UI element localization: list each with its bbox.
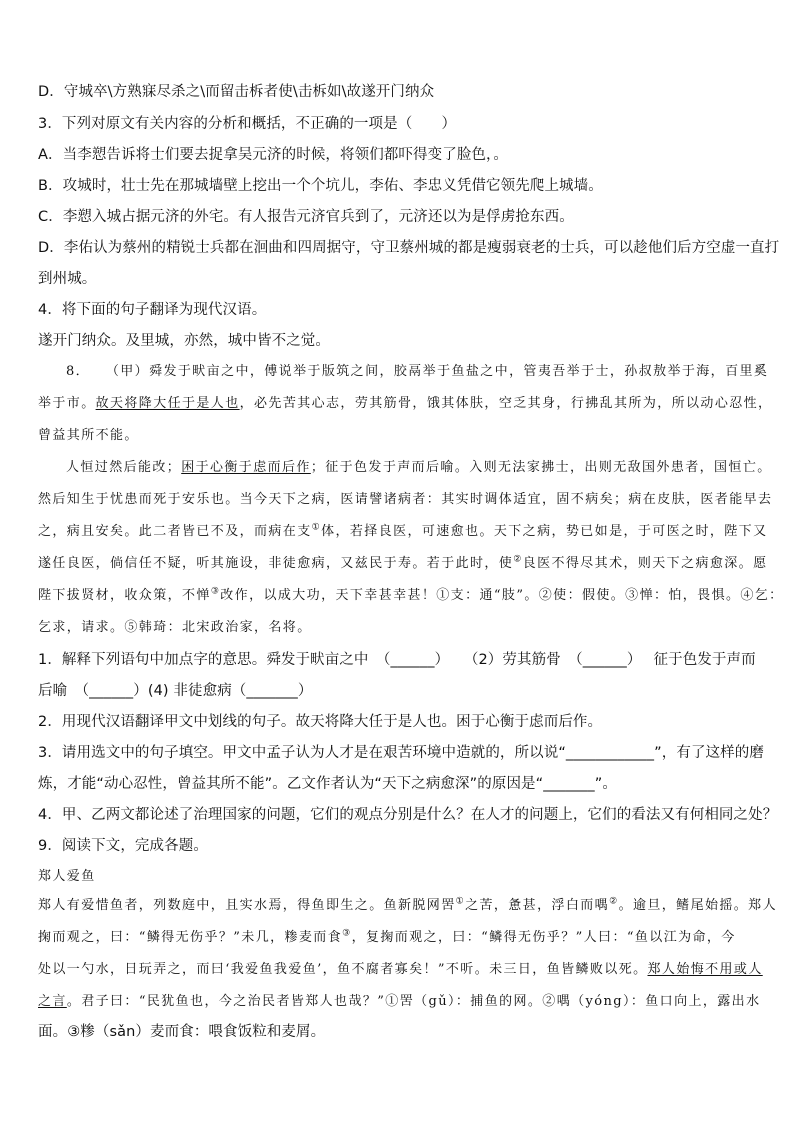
passage-8-yi-line4: [38, 554, 768, 574]
passage-8-yi-line3: [38, 522, 768, 542]
passage-9-line2: [38, 928, 764, 948]
question-3-option-d-line1: D．李佑认为蔡州的精锐士兵都在洄曲和四周据守，守卫蔡州城的都是瘦弱衰老的士兵，可以趁他们后方空虚一直打: [38, 240, 780, 256]
text-run: 陛下拔贤材，收众策，不惮: [38, 588, 211, 603]
question-3-option-c: C．李愬入城占据元济的外宅。有人报告元济官兵到了，元济还以为是俘虏抢东西。: [38, 209, 574, 225]
underlined-sentence: 困于心衡于虑而后作: [181, 460, 311, 475]
footnote-marker: ①: [455, 896, 466, 907]
passage-9-title: 郑人爱鱼: [38, 869, 96, 884]
text-run: 良医不得尽其术，则天下之病愈深。愿: [522, 556, 768, 571]
text-run: 处以一勺水，日玩弄之，而曰‘我爱鱼我爱鱼’，鱼不腐者寡矣！”不听。未三日，鱼皆鳞败以死。: [38, 962, 648, 977]
question-9-stem: 9．阅读下文，完成各题。: [38, 838, 208, 854]
q8-question-1-line2: 后喻 （______）(4) 非徒愈病（_______）: [38, 683, 313, 699]
q8-question-3-line2: 炼，才能“动心忍性，曾益其所不能”。乙文作者认为“天下之病愈深”的原因是“_______”。: [38, 776, 617, 792]
footnote-marker: ③: [210, 586, 221, 597]
passage-9-line4: [38, 992, 764, 1012]
text-run: 体，若择良医，可速愈也。天下之病，势已如是，于可医之时，陛下又: [321, 524, 768, 539]
passage-9-line1: [38, 896, 777, 916]
q8-question-4: 4．甲、乙两文都论述了治理国家的问题，它们的观点分别是什么？在人才的问题上，它们的看法又有何相同之处？: [38, 807, 778, 823]
underlined-sentence: 故天将降大任于是人也: [95, 396, 240, 411]
text-run: ，必先苦其心志，劳其筋骨，饿其体肤，空乏其身，行拂乱其所为，所以动心忍性，: [239, 396, 773, 411]
prev-question-option-d: D．守城卒\方熟寐尽杀之\而留击柝者使\击柝如\故遂开门纳众: [38, 84, 435, 100]
footnote-marker: ②: [609, 896, 619, 907]
question-3-option-d-line2: 到州城。: [38, 271, 97, 287]
passage-8-yi-line2: 然后知生于忧患而死于安乐也。当今天下之病，医请譬诸病者：其实时调体适宜，固不病矣；病在皮肤，医者能早去: [38, 492, 773, 507]
text-run: 举于市。: [38, 396, 96, 411]
passage-8-jia-line2: [38, 394, 773, 414]
text-run: ；征于色发于声而后喻。入则无法家拂士，出则无敌国外患者，国恒亡。: [310, 460, 772, 475]
text-run: 。君子曰：“民犹鱼也，今之治民者皆郑人也哉？”①罟（gǔ）：捕鱼的网。②喁（yóng）：鱼口向上，露出水: [66, 994, 761, 1009]
question-3-stem: 3．下列对原文有关内容的分析和概括，不正确的一项是（ ）: [38, 116, 457, 132]
passage-9-line5: 面。③糁（sǎn）麦而食：喂食饭粒和麦屑。: [38, 1024, 326, 1040]
question-4-sentence: 遂开门纳众。及里城，亦然，城中皆不之觉。: [38, 333, 330, 349]
text-run: 之苦，惫甚，浮白而喁: [465, 898, 610, 913]
question-3-option-b: B．攻城时，壮士先在那城墙壁上挖出一个个坑儿，李佑、李忠义凭借它领先爬上城墙。: [38, 178, 603, 194]
footnote-marker: ③: [342, 928, 352, 939]
text-run: 之，病且安矣。此二者皆已不及，而病在支: [38, 524, 312, 539]
question-4-stem: 4．将下面的句子翻译为现代汉语。: [38, 302, 267, 318]
footnote-marker: ①: [311, 522, 322, 533]
q8-question-1-line1: 1．解释下列语句中加点字的意思。舜发于畎亩之中 （______） （2）劳其筋骨 （______） 征于色发于声而: [38, 652, 756, 668]
text-run: 遂任良医，倘信任不疑，听其施设，非徒愈病，又兹民于寿。若于此时，使: [38, 556, 514, 571]
text-run: 。逾旦，鳍尾始摇。郑人: [618, 898, 777, 913]
passage-8-yi-line6: 乞求，请求。⑤韩琦：北宋政治家，名将。: [38, 620, 312, 635]
footnote-marker: ②: [513, 554, 523, 565]
underlined-sentence: 郑人始悔不用或人: [647, 962, 763, 977]
q8-question-2: 2．用现代汉语翻译甲文中划线的句子。故天将降大任于是人也。困于心衡于虑而后作。: [38, 714, 603, 730]
text-run: 改作，以成大功，天下幸甚幸甚！①支：通“肢”。②使：假使。③惮：怕，畏惧。④乞：: [220, 588, 784, 603]
text-run: ，复掬而观之，曰：“鳞得无伤乎？”人曰：“鱼以江为命，今: [351, 930, 736, 945]
passage-9-line3: [38, 960, 764, 980]
passage-8-yi-line1: [38, 458, 772, 478]
text-run: 郑人有爱惜鱼者，列数庭中，且实水焉，得鱼即生之。鱼新脱网罟: [38, 898, 456, 913]
passage-8-jia-line1: 8． （甲）舜发于畎亩之中，傅说举于版筑之间，胶鬲举于鱼盐之中，管夷吾举于士，孙叔敖举于海，百里奚: [66, 364, 769, 379]
question-3-option-a: A．当李愬告诉将士们要去捉拿吴元济的时候，将领们都吓得变了脸色，。: [38, 147, 508, 163]
passage-8-yi-line5: [38, 586, 784, 606]
underlined-sentence: 之言: [38, 994, 67, 1009]
text-run: 掬而观之，曰：“鳞得无伤乎？”未几，糁麦而食: [38, 930, 343, 945]
q8-question-3-line1: 3．请用选文中的句子填空。甲文中孟子认为人才是在艰苦环境中造就的，所以说“____________”，有了这样的磨: [38, 745, 764, 761]
text-run: 人恒过然后能改；: [66, 460, 182, 475]
passage-8-jia-line3: 曾益其所不能。: [38, 428, 139, 443]
